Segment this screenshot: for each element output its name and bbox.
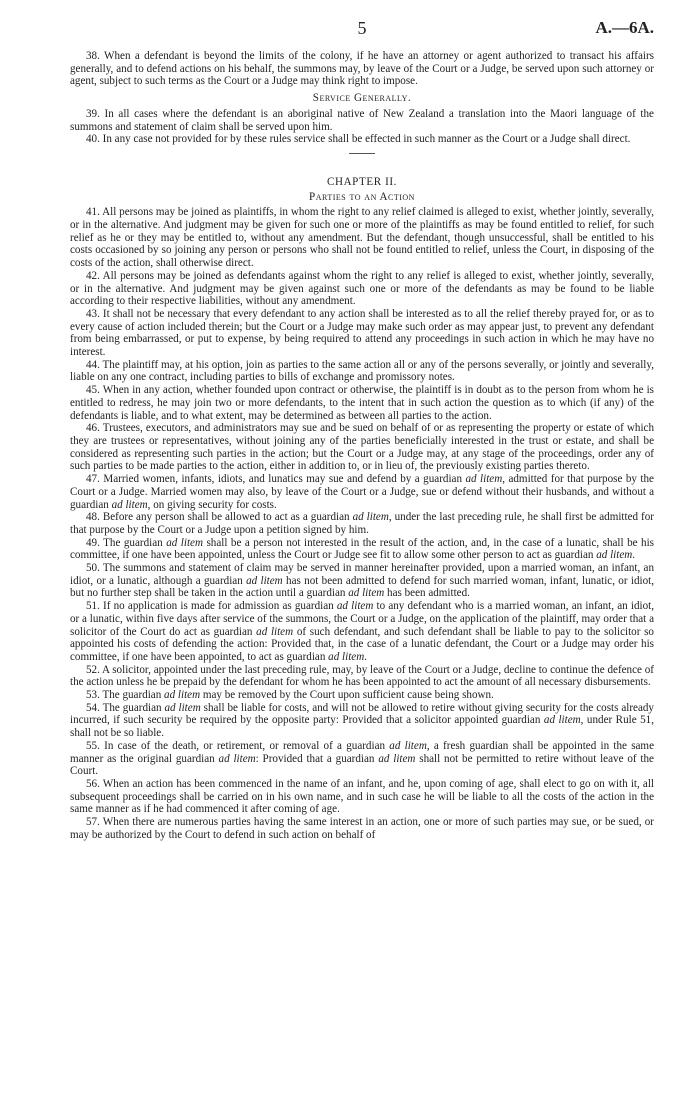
latin-term: ad litem [256,625,294,638]
latin-term: ad litem [389,739,427,752]
latin-term: ad litem [246,574,283,587]
section-heading-parties: Parties to an Action [309,190,415,203]
page-header [70,18,654,44]
rule-52: 52. A solicitor, appointed under the last preceding rule, may, by leave of the Court or a Judge, decline to continue the defence of the action unless he be prepaid by the defendant for whom he has been appointed to act the amount of all necessary disbursements. [70,663,654,689]
rule-text: may be removed by the Court upon sufficient cause being shown. [200,689,494,702]
latin-term: ad litem [352,511,389,524]
rule-text: 48. Before any person shall be allowed to act as a guardian [86,511,353,524]
rule-text: shall be a person not interested in the result of the action, and, in the case of a lunatic, shall be his committee, if one have been appointed, unless the Court or Judge see fit to allow some other person to act as guardian [70,536,654,562]
rule-text: 54. The guardian [86,701,165,714]
rule-56: 56. When an action has been commenced in the name of an infant, and he, upon coming of age, shall elect to go on with it, all subsequent proceedings shall be carried on in his own name, and in such case he will be liable to all the costs of the action in the same manner as if he had commenced it after coming of age. [70,777,654,816]
latin-term: ad litem [465,473,503,486]
rule-49 [70,537,654,562]
rule-46: 46. Trustees, executors, and administrators may sue and be sued on behalf of or as representing the property or estate of which they are trustees or representatives, without joining any of the parties beneficially interested in the trust or estate, and shall be considered as representing such parties in the action; but the Court or a Judge may, at any stage of the proceedings, order any of such parties to be made parties to the action, either in addition to, or in lieu of, the previously existing parties thereto. [70,422,654,473]
rule-44: 44. The plaintiff may, at his option, join as parties to the same action all or any of the persons severally, or jointly and severally, liable on any one contract, including parties to bills of exchange and promissory notes. [70,358,654,384]
rule-text: has not been admitted to defend for such married woman, infant, lunatic, or idiot, but no further step shall be taken in the action until a guardian [70,574,654,600]
latin-term: ad litem [596,549,633,562]
rule-text: . [632,549,636,562]
rule-text: , a fresh guardian shall be appointed in the same manner as the original guardian [70,739,654,765]
rule-54 [70,702,654,740]
rule-45: 45. When in any action, whether founded upon contract or otherwise, the plaintiff is in doubt as to the person from whom he is entitled to redress, he may join two or more defendants, to the intent that in such action the question as to which (if any) of the defendants is liable, and to what extent, may be determined as between all parties to the action. [70,384,654,422]
section-divider [349,153,375,154]
latin-term: ad litem [218,752,256,765]
rule-51 [70,600,654,664]
rule-39: 39. In all cases where the defendant is an aboriginal native of New Zealand a translation into the Maori language of the summons and statement of claim shall be served upon him. [70,107,654,133]
rule-text: of such defendant, and such defendant shall be liable to pay to the solicitor so appointed his costs of defending the action: Provided that, in the case of a lunatic defendant, the Court or a Judge may order his committee, if one have been appointed, to act as guardian [70,625,654,663]
rule-55 [70,740,654,778]
rule-48 [70,511,654,536]
latin-term: ad litem [543,714,581,727]
rule-text: 55. In case of the death, or retirement, or removal of a guardian [86,739,390,752]
latin-term: ad litem [348,587,385,600]
rule-text: 50. The summons and statement of claim may be served in manner hereinafter provided, upon a married woman, an infant, an idiot, or a lunatic, although a guardian [70,562,654,587]
rule-text: 47. Married women, infants, idiots, and lunatics may sue and defend by a guardian [86,473,466,486]
rule-43: 43. It shall not be necessary that every defendant to any action shall be interested as to all the relief thereby prayed for, or as to every cause of action included therein; but the Court or a Judge may make such order as may appear just, to prevent any defendant from being embarrassed, or put to expense, by being required to attend any proceedings in such action in which he may have no interest. [70,307,654,359]
rule-text: , under the last preceding rule, he shall first be admitted for that purpose by the Court or a Judge upon a petition signed by him. [70,511,654,536]
rule-text: , under Rule 51, shall not be so liable. [70,714,654,740]
chapter-heading: CHAPTER II. [326,175,398,188]
latin-term: ad litem [336,600,374,613]
rule-text: , admitted for that purpose by the Court or a Judge. Married women may also, by leave of the Court or a Judge, sue or defend without their husbands, and without a guardian [70,473,654,511]
page-number: 5 [357,18,367,38]
latin-term: ad litem [166,536,203,549]
latin-term: ad litem [111,498,148,511]
rule-40: 40. In any case not provided for by these rules service shall be effected in such manner as the Court or a Judge shall direct. [86,133,631,146]
rule-text: to any defendant who is a married woman, an infant, an idiot, or a lunatic, within five days after service of the summons, the Court or a Judge, on the application of the plaintiff, may order that a solicitor of the Court do act as guardian [70,600,654,638]
rule-text: , on giving security for costs. [147,498,277,511]
rule-41: 41. All persons may be joined as plaintiffs, in whom the right to any relief claimed is alleged to exist, whether jointly, severally, or in the alternative. And judgment may be given for such one or more of the plaintiffs as may be found entitled to relief, for such relief as he or they may be entitled to, without any amendment. But the defendant, though unsuccessful, shall be entitled to his costs occasioned by so joining any person or persons who shall not be found entitled to relief, unless the Court, in disposing of the costs of the action, shall otherwise direct. [70,206,654,270]
rule-text: . [364,650,367,663]
rule-53 [70,689,654,702]
rule-text: 53. The guardian [86,689,165,702]
rule-text: : Provided that a guardian [255,752,379,765]
rule-text: has been admitted. [384,587,470,600]
rule-text: shall not be permitted to retire without leave of the Court. [70,752,654,778]
rule-42: 42. All persons may be joined as defendants against whom the right to any relief is alleged to exist, whether jointly, severally, or in the alternative. And judgment may be given against such one or more of the defendants as may be found to be liable according to their respective liabilities, without any amendment. [70,269,654,308]
rule-57: 57. When there are numerous parties having the same interest in an action, one or more of such parties may sue, or be sued, or may be authorized by the Court to defend in such action on behalf of [70,816,654,841]
rule-text: 49. The guardian [86,536,167,549]
rule-38: 38. When a defendant is beyond the limits of the colony, if he have an attorney or agent authorized to transact his affairs generally, and to defend actions on his behalf, the summons may, by leave of the Court or a Judge, be served upon such attorney or agent, subject to such terms as the Court or a Judge may think right to impose. [70,50,654,88]
rule-47 [70,473,654,511]
latin-term: ad litem [328,650,365,663]
latin-term: ad litem [164,689,201,702]
rule-50 [70,562,654,600]
section-heading-service-generally: Service Generally. [312,92,412,105]
latin-term: ad litem [378,752,416,765]
latin-term: ad litem [164,701,201,714]
document-reference: A.—6A. [595,18,654,37]
rule-text: 51. If no application is made for admission as guardian [86,600,337,613]
rule-text: shall be liable for costs, and will not be allowed to retire without giving security for the costs already incurred, if such security be required by the opposite party: Provided that a solicitor appointed guardian [70,701,654,727]
